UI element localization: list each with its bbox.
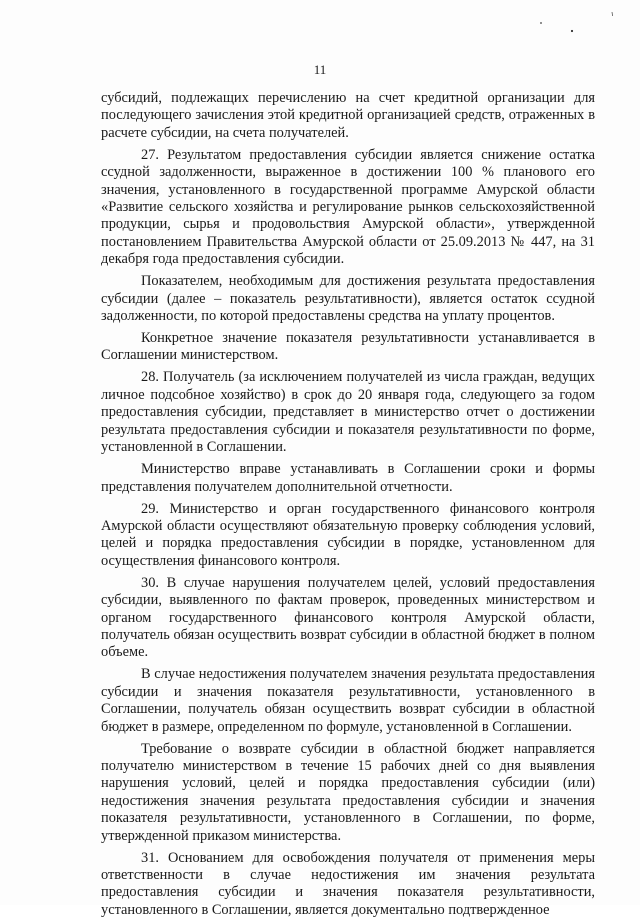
paragraph-27-indicator: Показателем, необходимым для достижения результата предоставления субсидии (далее – показатель результативности), является остаток ссудной задолженности, по которой предоставлены средства на уплату процентов. [101, 273, 595, 325]
paragraph-30-requirement: Требование о возврате субсидии в областной бюджет направляется получателю министерством в течение 15 рабочих дней со дня выявления нарушения условий, целей и порядка предоставления субсидии (или) недостижения значения результата предоставления субсидии и значения показателя результативности, установленного в Соглашении, по форме, утвержденной приказом министерства. [101, 740, 595, 844]
paragraph-continuation: субсидий, подлежащих перечислению на счет кредитной организации для последующего зачисления этой кредитной организацией средств, отраженных в расчете субсидии, на счета получателей. [101, 90, 595, 141]
paragraph-30-nonachievement: В случае недостижения получателем значения результата предоставления субсидии и значения показателя результативности, установленного в Соглашении, получатель обязан осуществить возврат субсидии в областной бюджет в размере, определенном по формуле, установленной в Соглашении. [101, 666, 595, 735]
page-number: 11 [313, 62, 327, 77]
document-body [101, 90, 595, 924]
scan-specks [520, 0, 640, 50]
paragraph-29-control: 29. Министерство и орган государственного финансового контроля Амурской области осуществляют обязательную проверку соблюдения условий, целей и порядка предоставления субсидии в порядке, установленном для осуществления финансового контроля. [101, 500, 595, 569]
paragraph-27-value: Конкретное значение показателя результативности устанавливается в Соглашении министерством. [101, 330, 595, 364]
paragraph-28-additional: Министерство вправе устанавливать в Соглашении сроки и формы представления получателем дополнительной отчетности. [101, 461, 595, 495]
paragraph-28-report: 28. Получатель (за исключением получателей из числа граждан, ведущих личное подсобное хозяйство) в срок до 20 января года, следующего за годом предоставления субсидии, представляет в министерство отчет о достижении результата предоставления субсидии и показателя результативности по форме, установленной в Соглашении. [101, 369, 595, 456]
paragraph-30-violation: 30. В случае нарушения получателем целей, условий предоставления субсидии, выявленного по фактам проверок, проведенных министерством и органом государственного финансового контроля Амурской области, получатель обязан осуществить возврат субсидии в областной бюджет в полном объеме. [101, 574, 595, 661]
paragraph-31-exemption: 31. Основанием для освобождения получателя от применения меры ответственности в случае недостижения им значения результата предоставления субсидии и значения показателя результативности, установленного в Соглашении, является документально подтвержденное [101, 849, 595, 918]
paragraph-27-result: 27. Результатом предоставления субсидии является снижение остатка ссудной задолженности, выраженное в достижении 100 % планового его значения, установленного в государственной программе Амурской области «Развитие сельского хозяйства и регулирование рынков сельскохозяйственной продукции, сырья и продовольствия Амурской области», утвержденной постановлением Правительства Амурской области от 25.09.2013 № 447, на 31 декабря года предоставления субсидии. [101, 146, 595, 268]
